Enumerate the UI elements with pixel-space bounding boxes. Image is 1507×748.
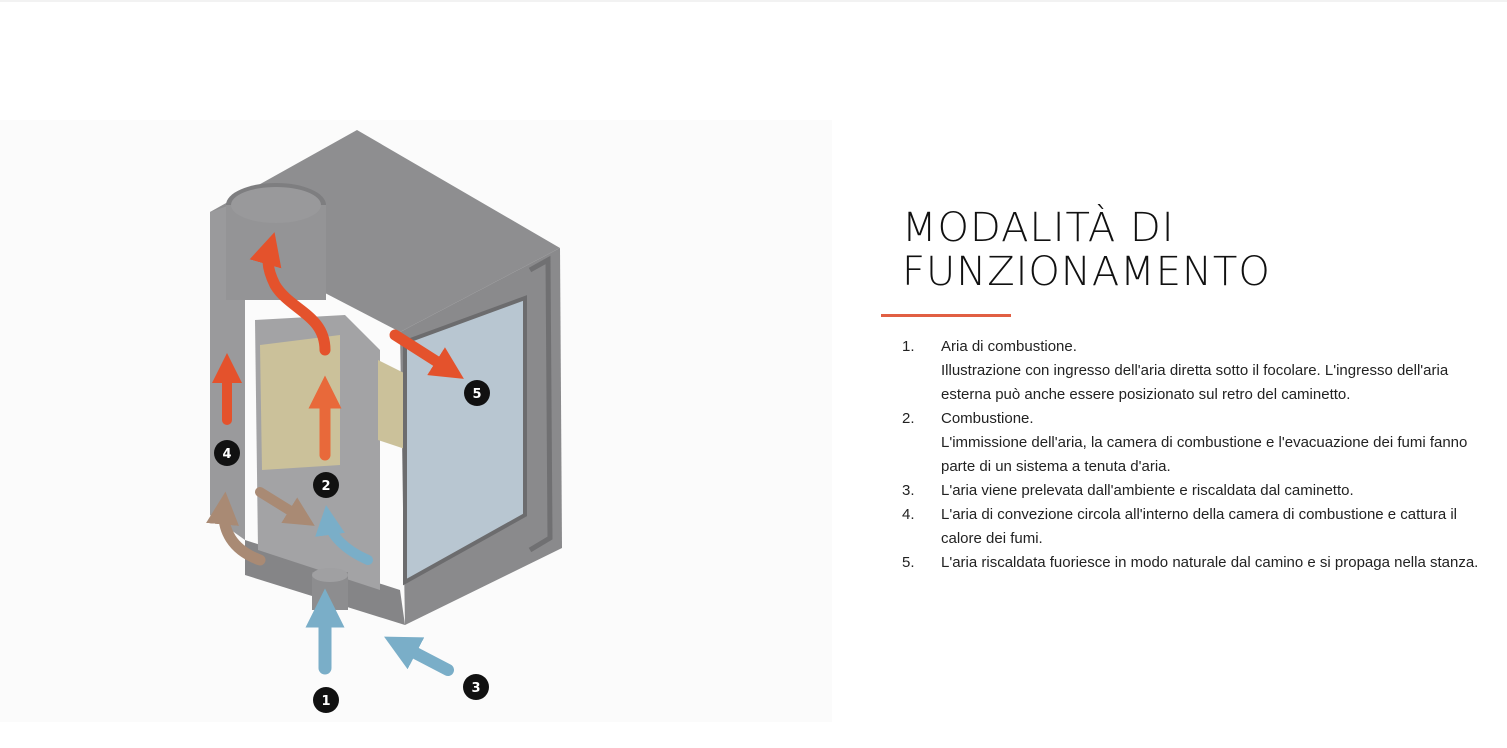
step-title: Combustione. (941, 410, 1034, 427)
step-title: L'aria di convezione circola all'interno della camera di combustione e cattura il calore dei fumi. (941, 506, 1457, 547)
step-description: Illustrazione con ingresso dell'aria diretta sotto il focolare. L'ingresso dell'aria esterna può anche essere posizionato sul retro del caminetto. (941, 362, 1449, 403)
badge-4-label: 4 (222, 447, 232, 462)
top-divider (0, 0, 1507, 2)
list-item (902, 407, 1496, 479)
flue-opening (231, 187, 321, 223)
step-title: L'aria viene prelevata dall'ambiente e riscaldata dal caminetto. (941, 482, 1354, 499)
list-item (902, 503, 1496, 551)
step-body (941, 335, 1496, 407)
section-title-line-2: FUNZIONAMENTO (902, 249, 1271, 295)
step-body (941, 479, 1496, 503)
arrow-room-air-in (400, 645, 448, 670)
badge-1-label: 1 (321, 694, 331, 709)
title-accent-underline (881, 314, 1011, 317)
list-item (902, 479, 1496, 503)
badge-4 (214, 440, 240, 466)
fireplace-airflow-diagram (0, 120, 832, 722)
badge-2-label: 2 (321, 479, 331, 494)
badge-2 (313, 472, 339, 498)
step-body (941, 551, 1496, 575)
badge-5-label: 5 (472, 387, 482, 402)
step-body (941, 407, 1496, 479)
list-item (902, 551, 1496, 575)
step-description: L'immissione dell'aria, la camera di combustione e l'evacuazione dei fumi fanno parte di un sistema a tenuta d'aria. (941, 434, 1468, 475)
section-title-line-1: MODALITÀ DI (902, 205, 1175, 251)
section-title (881, 206, 1496, 294)
step-title: Aria di combustione. (941, 338, 1077, 355)
list-item (902, 335, 1496, 407)
air-inlet-opening (312, 568, 348, 582)
badge-1 (313, 687, 339, 713)
operation-mode-section (881, 206, 1496, 575)
step-number: 4. (902, 506, 915, 523)
step-body (941, 503, 1496, 551)
badge-3-label: 3 (471, 681, 481, 696)
step-number: 2. (902, 410, 915, 427)
step-title: L'aria riscaldata fuoriesce in modo naturale dal camino e si propaga nella stanza. (941, 554, 1479, 571)
step-number: 5. (902, 554, 915, 571)
step-number: 1. (902, 338, 915, 355)
steps-list (881, 335, 1496, 575)
badge-3 (463, 674, 489, 700)
step-number: 3. (902, 482, 915, 499)
diagram-canvas (0, 120, 832, 722)
badge-5 (464, 380, 490, 406)
